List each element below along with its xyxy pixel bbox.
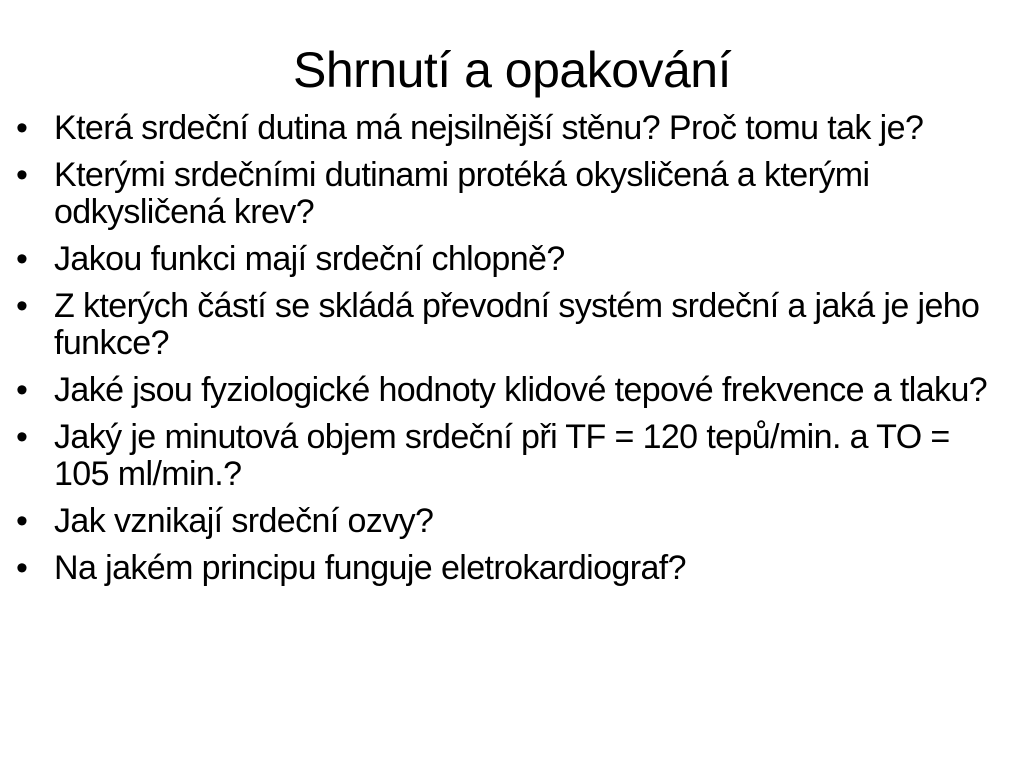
slide-title: Shrnutí a opakování	[292, 42, 732, 98]
list-item	[16, 550, 1012, 587]
bullet-dot-icon: •	[16, 418, 28, 456]
list-item	[16, 503, 1012, 540]
list-item	[16, 110, 1012, 147]
bullet-text: Která srdeční dutina má nejsilnější stěnu? Proč tomu tak je?	[54, 109, 924, 147]
bullet-text: Kterými srdečními dutinami protéká okysličená a kterými odkysličená krev?	[54, 156, 870, 231]
list-item	[16, 288, 1012, 362]
list-item	[16, 419, 1012, 493]
bullet-dot-icon: •	[16, 240, 28, 278]
bullet-text: Jakou funkci mají srdeční chlopně?	[54, 240, 565, 278]
list-item	[16, 372, 1012, 409]
bullet-text: Jaký je minutová objem srdeční při TF = 120 tepů/min. a TO = 105 ml/min.?	[54, 418, 950, 493]
list-item	[16, 241, 1012, 278]
list-item	[16, 157, 1012, 231]
bullet-text: Na jakém principu funguje eletrokardiograf?	[54, 549, 686, 587]
bullet-list	[16, 110, 1012, 597]
bullet-dot-icon: •	[16, 502, 28, 540]
bullet-text: Z kterých částí se skládá převodní systém srdeční a jaká je jeho funkce?	[54, 287, 980, 362]
bullet-dot-icon: •	[16, 156, 28, 194]
bullet-dot-icon: •	[16, 287, 28, 325]
bullet-dot-icon: •	[16, 549, 28, 587]
bullet-dot-icon: •	[16, 109, 28, 147]
bullet-text: Jaké jsou fyziologické hodnoty klidové tepové frekvence a tlaku?	[54, 371, 988, 409]
bullet-text: Jak vznikají srdeční ozvy?	[54, 502, 434, 540]
bullet-dot-icon: •	[16, 371, 28, 409]
